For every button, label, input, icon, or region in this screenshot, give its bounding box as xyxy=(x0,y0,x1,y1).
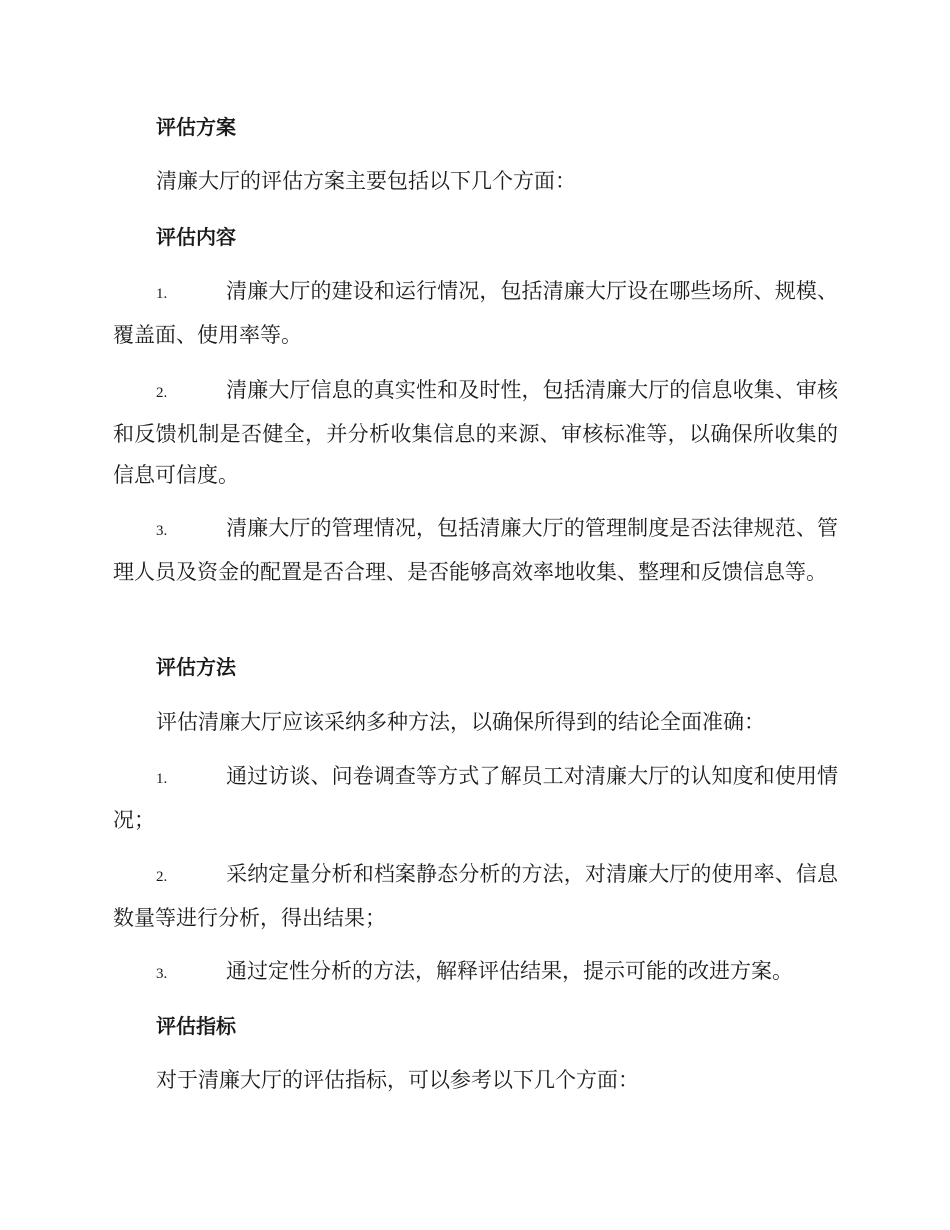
section-intro: 对于清廉大厅的评估指标，可以参考以下几个方面： xyxy=(156,1068,639,1092)
list-item xyxy=(113,370,838,496)
list-item-number: 3. xyxy=(156,966,168,982)
section-heading: 评估内容 xyxy=(156,225,236,249)
section-heading: 评估方法 xyxy=(156,655,236,679)
section-intro: 评估清廉大厅应该采纳多种方法，以确保所得到的结论全面准确： xyxy=(156,710,765,734)
list-item-number: 2. xyxy=(156,869,168,885)
list-item-text: 清廉大厅的建设和运行情况，包括清廉大厅设在哪些场所、规模、覆盖面、使用率等。 xyxy=(113,279,838,347)
list-item-text: 清廉大厅的管理情况，包括清廉大厅的管理制度是否法律规范、管理人员及资金的配置是否合理、是否能够高效率地收集、整理和反馈信息等。 xyxy=(113,516,838,584)
list-item-text: 采纳定量分析和档案静态分析的方法，对清廉大厅的使用率、信息数量等进行分析，得出结果； xyxy=(113,862,838,930)
list-item xyxy=(113,854,838,939)
section-heading: 评估指标 xyxy=(156,1014,236,1038)
list-item-number: 2. xyxy=(156,385,168,401)
list-item-text: 清廉大厅信息的真实性和及时性，包括清廉大厅的信息收集、审核和反馈机制是否健全，并分析收集信息的来源、审核标准等，以确保所收集的信息可信度。 xyxy=(113,378,838,487)
section-intro: 清廉大厅的评估方案主要包括以下几个方面： xyxy=(156,169,576,193)
list-item-text: 通过定性分析的方法，解释评估结果，提示可能的改进方案。 xyxy=(226,959,793,983)
list-item xyxy=(113,271,838,356)
list-item-number: 1. xyxy=(156,771,168,787)
list-item xyxy=(113,756,838,841)
list-item-number: 3. xyxy=(156,523,168,539)
list-item-text: 通过访谈、问卷调查等方式了解员工对清廉大厅的认知度和使用情况； xyxy=(113,764,838,832)
list-item xyxy=(113,508,838,593)
section-heading: 评估方案 xyxy=(156,115,236,139)
list-item-number: 1. xyxy=(156,286,168,302)
list-item xyxy=(113,951,838,995)
